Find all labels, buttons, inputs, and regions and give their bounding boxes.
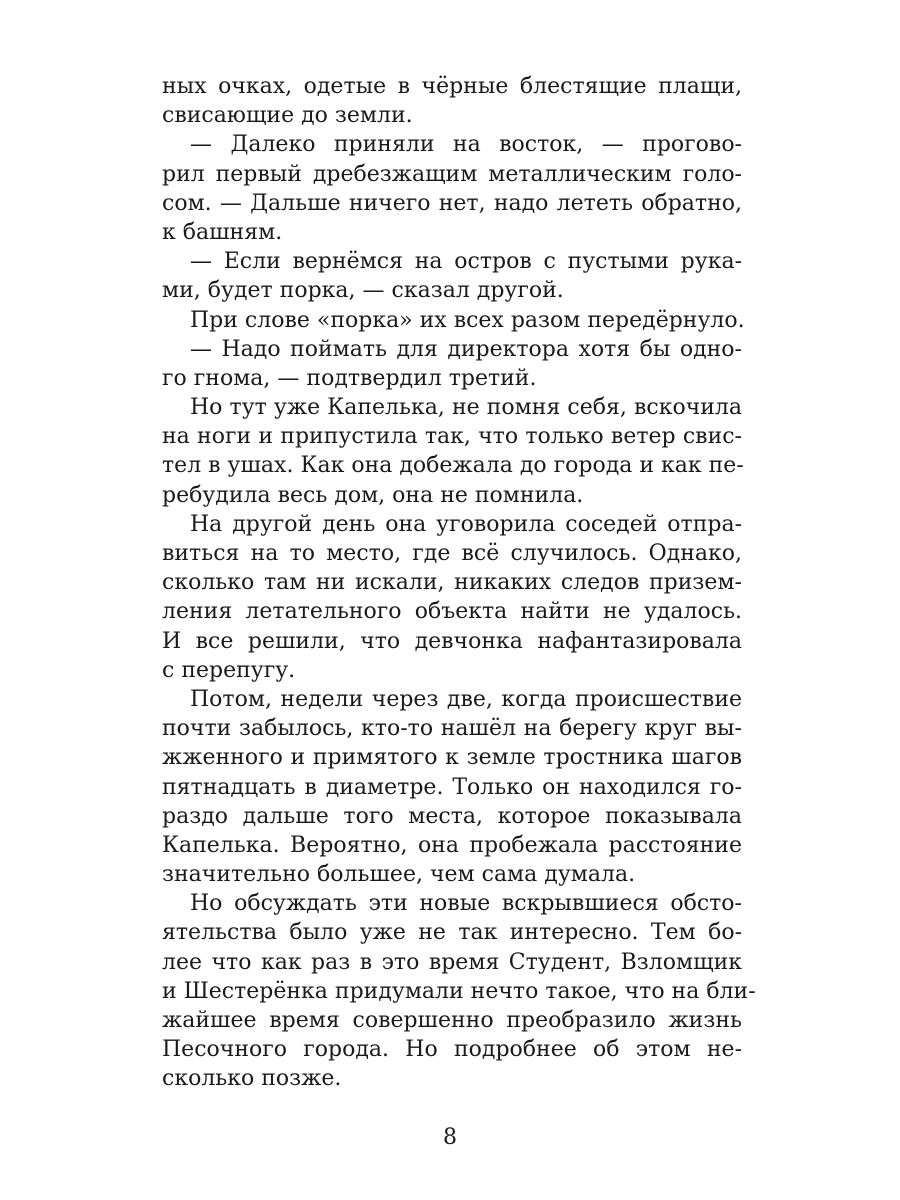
text-line: го гнома, — подтвердил третий.	[162, 365, 537, 391]
text-line: сом. — Дальше ничего нет, надо лететь обратно,	[162, 190, 742, 216]
text-line: виться на то место, где всё случилось. Однако,	[162, 541, 742, 566]
text-line: свисающие до земли.	[162, 103, 413, 129]
text-line: Но обсуждать эти новые вскрывшиеся обсто-	[190, 891, 742, 917]
text-line: жайшее время совершенно преобразило жизнь	[162, 1008, 742, 1033]
text-line: ятельства было уже не так интересно. Тем бо-	[162, 920, 742, 946]
text-line: с перепугу.	[162, 657, 296, 683]
text-line: тел в ушах. Как она добежала до города и как пе-	[162, 453, 744, 479]
text-line: Песочного города. Но подробнее об этом не-	[162, 1037, 742, 1063]
text-line: раздо дальше того места, которое показывала	[162, 803, 742, 829]
text-line: ребудила весь дом, она не помнила.	[162, 482, 584, 508]
text-line: значительно большее, чем сама думала.	[162, 862, 636, 888]
text-line: На другой день она уговорила соседей отпра-	[190, 511, 742, 537]
text-line: ных очках, одетые в чёрные блестящие плащи,	[162, 74, 742, 99]
text-line: жженного и примятого к земле тростника шагов	[162, 745, 742, 771]
text-line: Потом, недели через две, когда происшествие	[190, 686, 742, 712]
text-line: и Шестерёнка придумали нечто такое, что на бли-	[162, 978, 756, 1004]
text-line: ления летательного объекта найти не удалось.	[162, 599, 742, 625]
text-line: на ноги и припустила так, что только ветер свис-	[162, 424, 742, 450]
text-line: — Надо поймать для директора хотя бы одно-	[190, 336, 742, 362]
text-line: сколько там ни искали, никаких следов призем-	[162, 570, 742, 596]
text-line: При слове «порка» их всех разом передёрнуло.	[190, 307, 745, 333]
text-line: к башням.	[162, 219, 283, 245]
text-line: Капелька. Вероятно, она пробежала расстояние	[162, 832, 742, 858]
text-line: сколько позже.	[162, 1066, 342, 1092]
text-line: И все решили, что девчонка нафантазировала	[162, 628, 742, 654]
text-line: пятнадцать в диаметре. Только он находился го-	[162, 774, 742, 800]
text-line: — Далеко приняли на восток, — прогово-	[190, 132, 742, 158]
text-line: Но тут уже Капелька, не помня себя, вскочила	[190, 395, 742, 421]
body-text	[162, 72, 756, 1094]
text-line: рил первый дребезжащим металлическим голо-	[162, 161, 742, 187]
page-number: 8	[443, 1125, 457, 1150]
text-line: — Если вернёмся на остров с пустыми рука-	[190, 249, 742, 275]
text-line: лее что как раз в это время Студент, Взломщик	[162, 949, 742, 975]
text-line: почти забылось, кто-то нашёл на берегу круг вы-	[162, 716, 742, 742]
text-line: ми, будет порка, — сказал другой.	[162, 278, 564, 304]
